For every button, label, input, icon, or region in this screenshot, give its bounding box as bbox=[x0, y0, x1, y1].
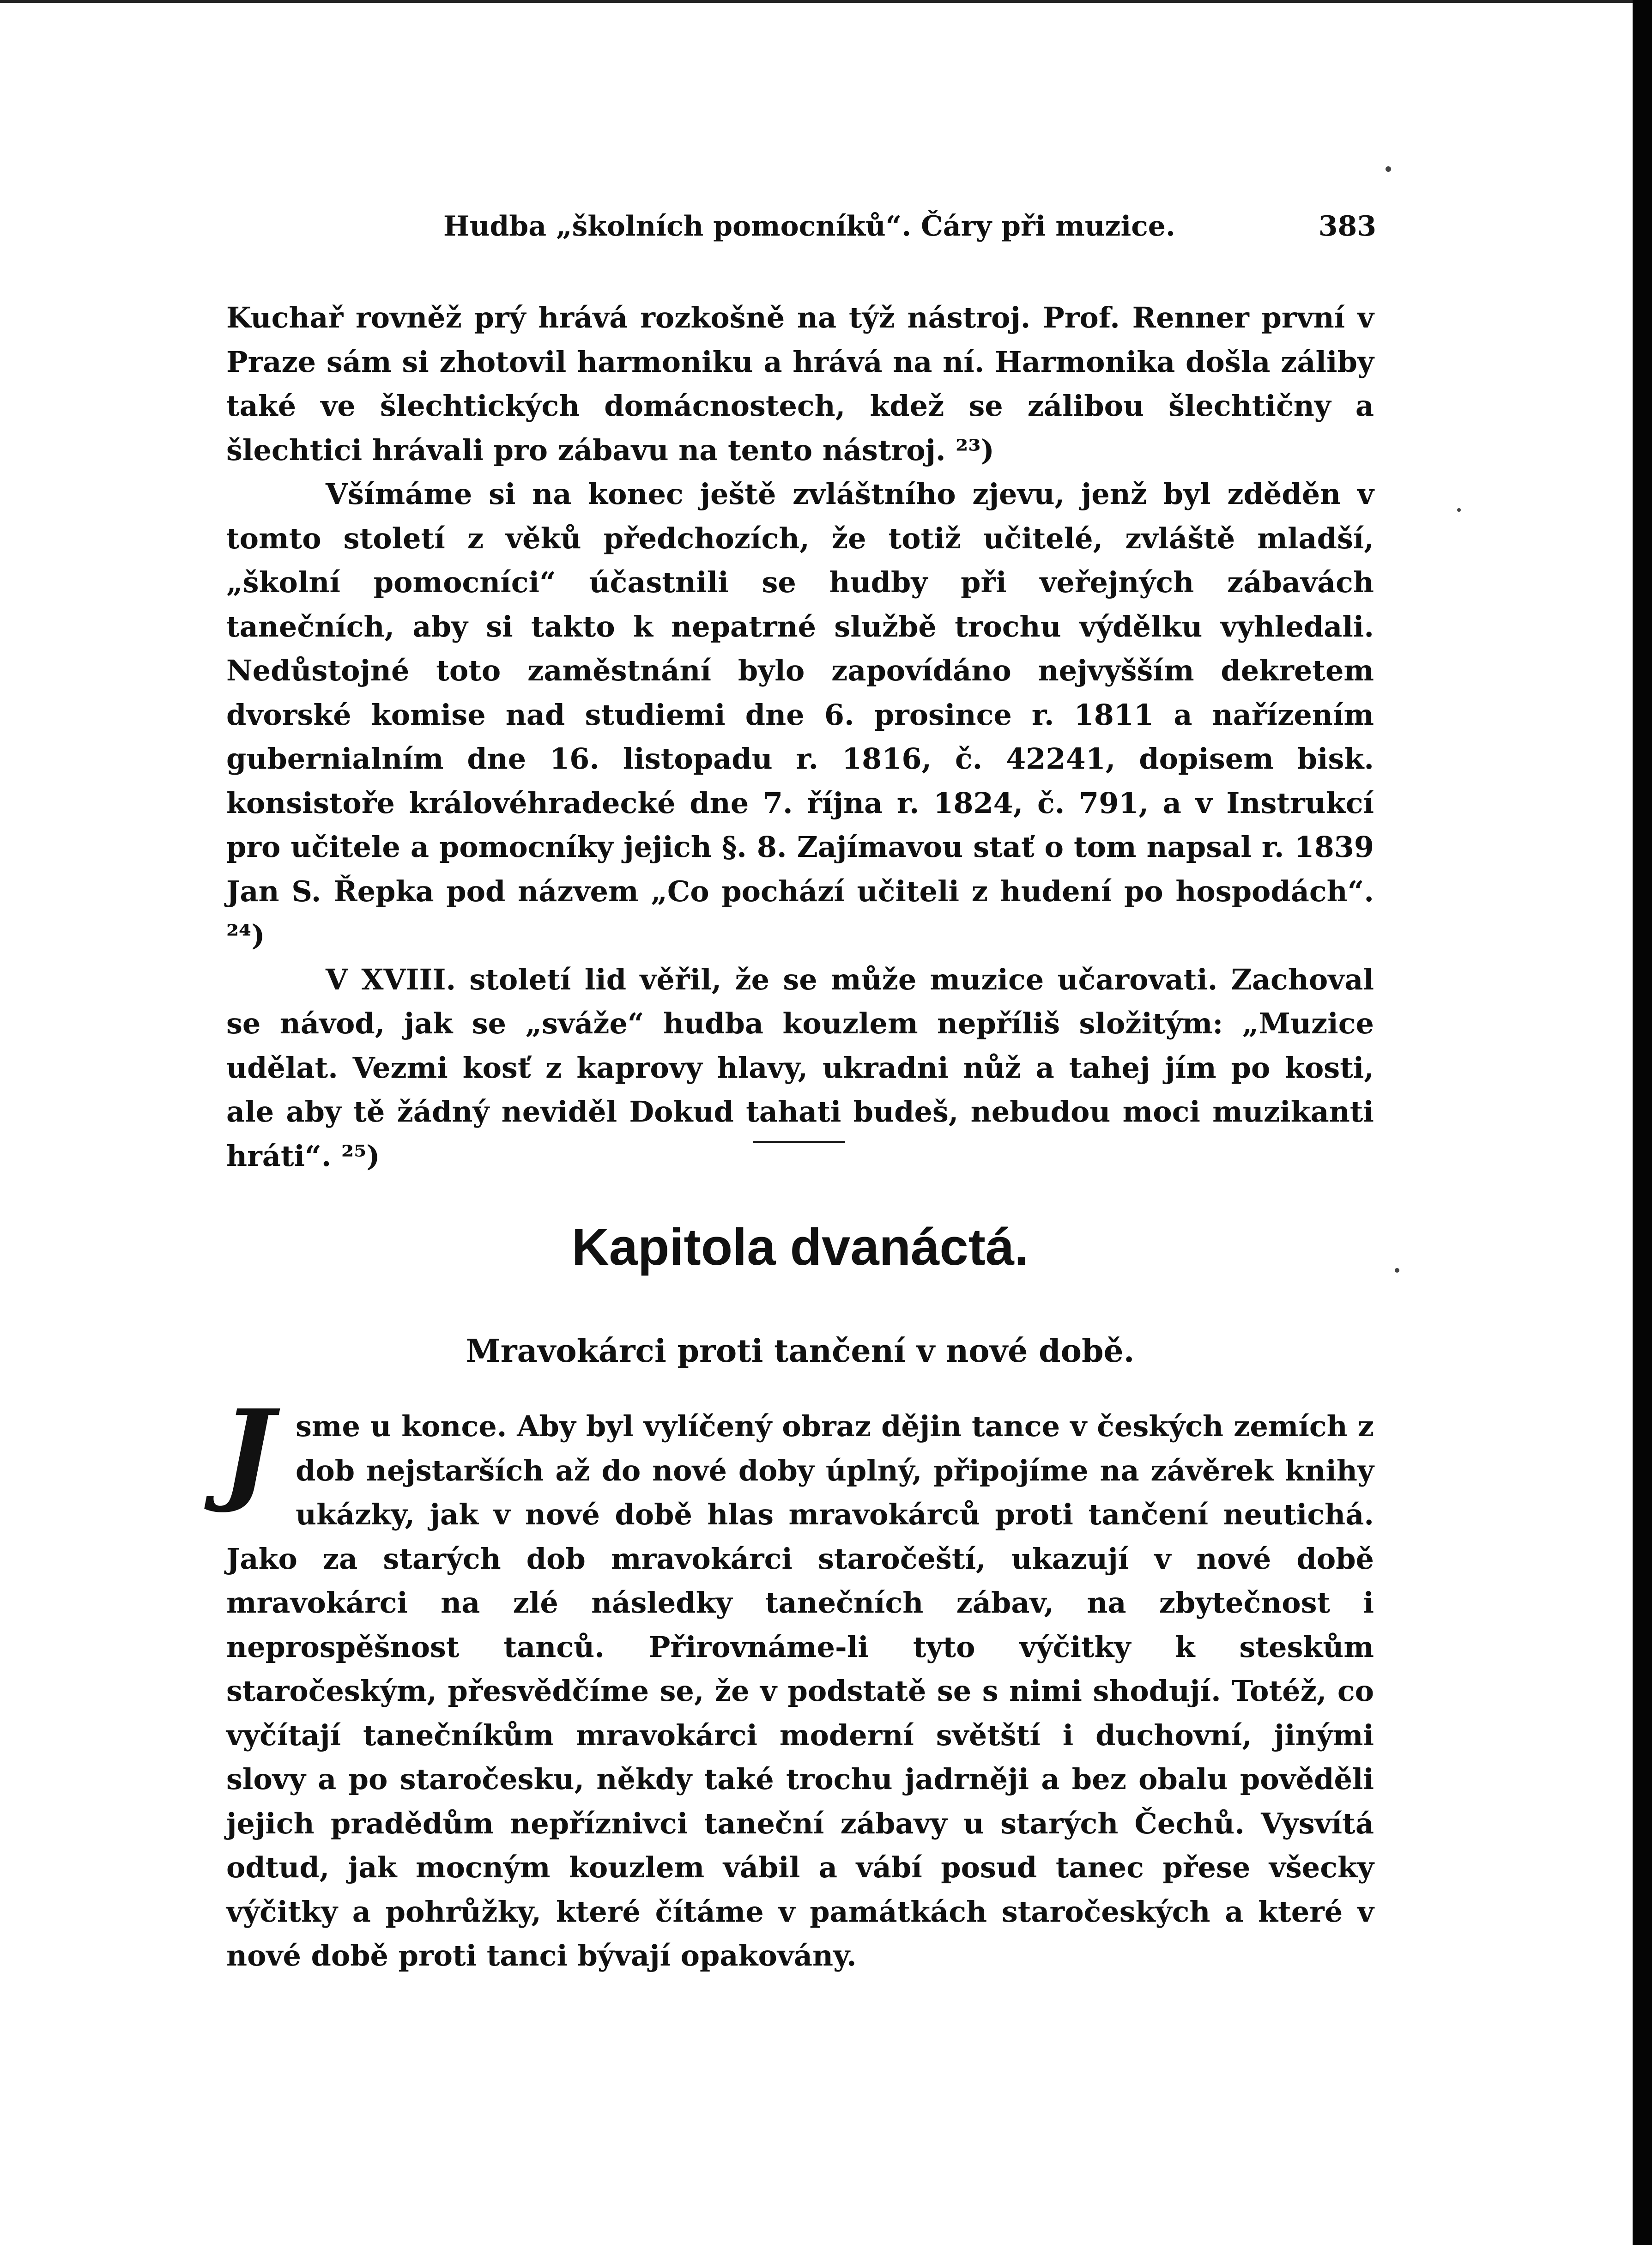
chapter-title: Kapitola dvanáctá. bbox=[571, 1218, 1029, 1276]
scan-right-edge bbox=[1633, 0, 1652, 2245]
scan-top-edge bbox=[0, 0, 1652, 3]
running-head bbox=[443, 210, 1376, 252]
section-divider bbox=[753, 1141, 845, 1143]
chapter-subtitle: Mravokárci proti tančení v nové době. bbox=[466, 1333, 1135, 1370]
paragraph: V XVIII. století lid věřil, že se může muzice učarovati. Zachoval se návod, jak se „sváže“ hudba kouzlem nepříliš složitým: „Muzice udělat. Vezmi kosť z kaprovy hlavy, ukradni nůž a tahej jím po kosti, ale aby tě žádný neviděl Dokud tahati budeš, nebudou moci muzikanti hráti“. ²⁵) bbox=[226, 962, 1374, 1173]
page-number: 383 bbox=[1318, 210, 1376, 243]
drop-cap: J bbox=[222, 1385, 274, 1516]
scan-speck bbox=[1395, 1268, 1399, 1273]
chapter-text bbox=[222, 1385, 1374, 1978]
section-text bbox=[226, 296, 1374, 1178]
paragraph: sme u konce. Aby byl vylíčený obraz dějin tance v českých zemích z dob nejstarších až do nové doby úplný, připojíme na závěrek knihy ukázky, jak v nové době hlas mravokárců proti tančení neutichá. Jako za starých dob mravokárci staročeští, ukazují v nové době mravokárci na zlé následky tanečních zábav, na zbytečnost i neprospěšnost tanců. Přirovnáme-li tyto výčitky k steskům staročeským, přesvědčíme se, že v podstatě se s nimi shodují. Totéž, co vyčítají tanečníkům mravokárci moderní světští i duchovní, jinými slovy a po staročesku, někdy také trochu jadrněji a bez obalu pověděli jejich pradědům nepříznivci taneční zábavy u starých Čechů. Vysvítá odtud, jak mocným kouzlem vábil a vábí posud tanec přese všecky výčitky a pohrůžky, které čítáme v památkách staročeských a které v nové době proti tanci bývají opakovány. bbox=[226, 1409, 1374, 1972]
paragraph: Všímáme si na konec ještě zvláštního zjevu, jenž byl zděděn v tomto století z věků předchozích, že totiž učitelé, zvláště mladší, „školní pomocníci“ účastnili se hudby při veřejných zábavách tanečních, aby si takto k nepatrné službě trochu výdělku vyhledali. Nedůstojné toto zaměstnání bylo zapovídáno nejvyšším dekretem dvorské komise nad studiemi dne 6. prosince r. 1811 a nařízením gubernialním dne 16. listopadu r. 1816, č. 42241, dopisem bisk. konsistoře královéhradecké dne 7. října r. 1824, č. 791, a v Instrukcí pro učitele a pomocníky jejich §. 8. Zajímavou stať o tom napsal r. 1839 Jan S. Řepka pod názvem „Co pochází učiteli z hudení po hospodách“. ²⁴) bbox=[226, 477, 1374, 952]
running-head-title: Hudba „školních pomocníků“. Čáry při muzice. bbox=[443, 210, 1175, 243]
scan-speck bbox=[1386, 166, 1391, 172]
paragraph: Kuchař rovněž prý hrává rozkošně na týž nástroj. Prof. Renner první v Praze sám si zhotovil harmoniku a hrává na ní. Harmonika došla záliby také ve šlechtických domácnostech, kdež se zálibou šlechtičny a šlechtici hrávali pro zábavu na tento nástroj. ²³) bbox=[226, 301, 1374, 467]
scan-speck bbox=[1457, 508, 1461, 512]
